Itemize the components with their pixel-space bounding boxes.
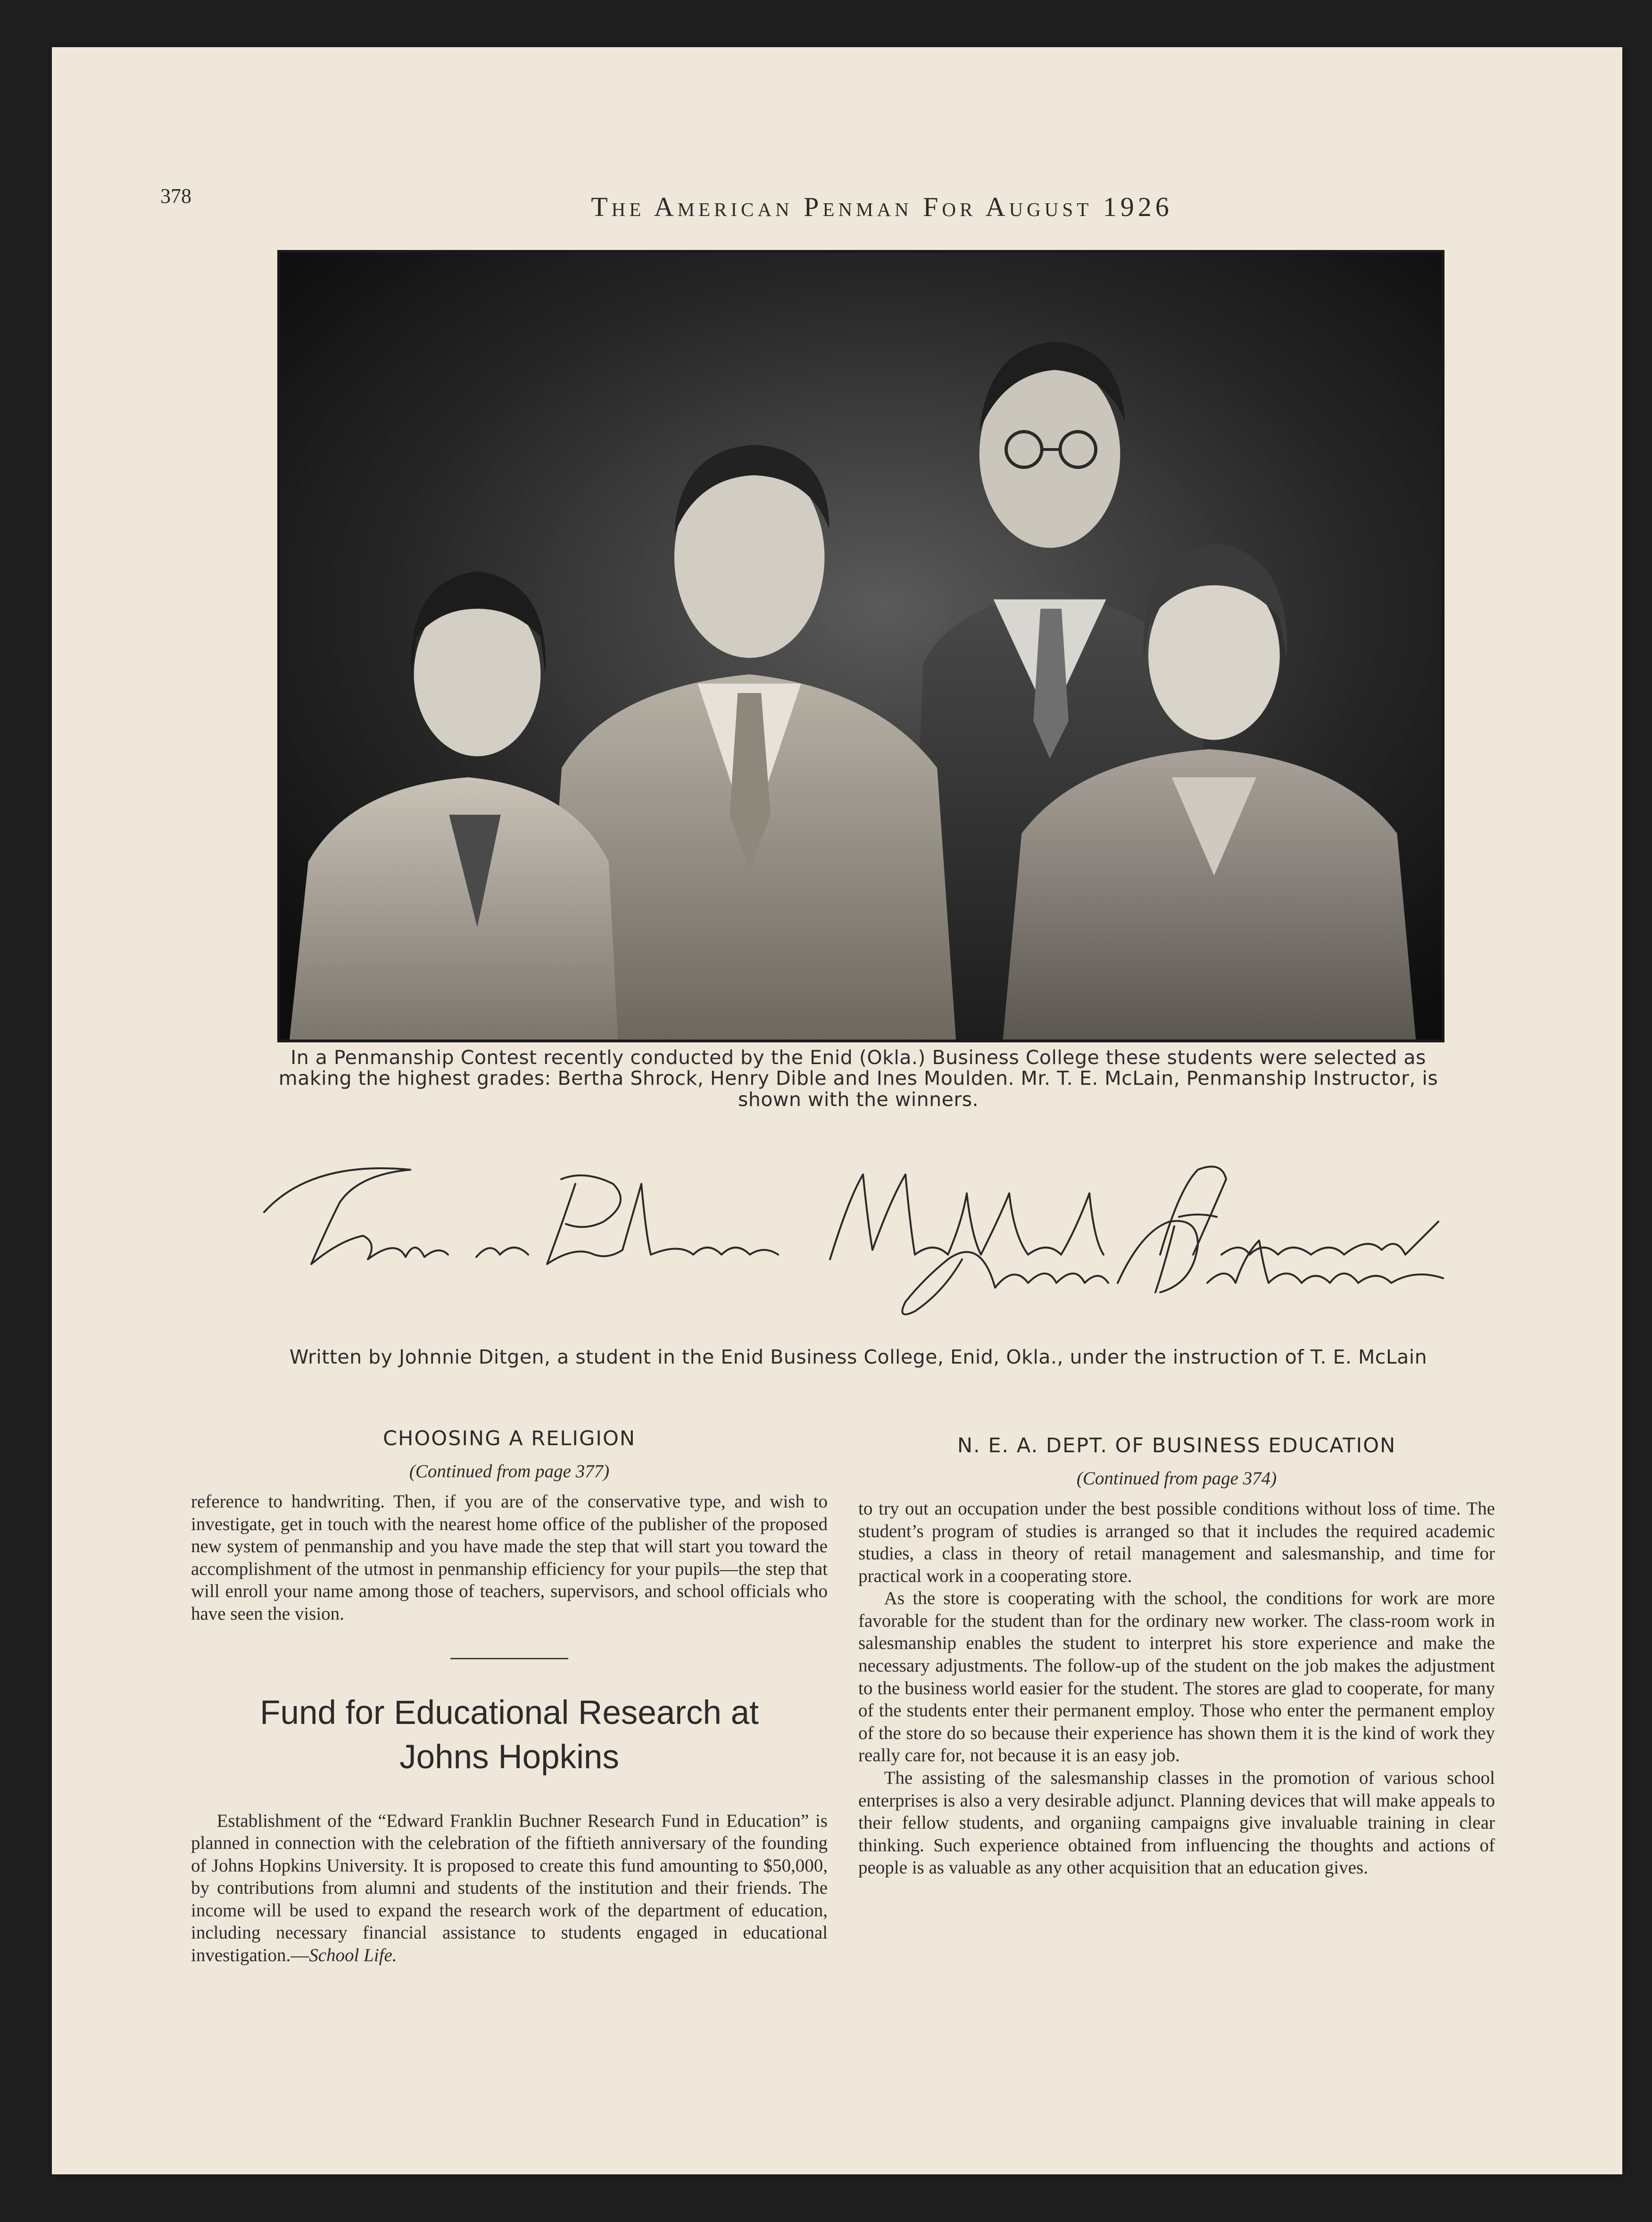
nea-paragraph-3: The assisting of the salesmanship classes in the promotion of various school enterprises is also a very desirable adjunct. Planning devices that will make appeals to their fellow students, and organiing campaigns give invaluable training in clear thinking. Such experience obtained from influencing the thoughts and actions of people is as valuable as any other acquisition that an education gives. — [858, 1767, 1495, 1878]
left-column — [191, 1427, 828, 1967]
photo-caption: In a Penmanship Contest recently conducted by the Enid (Okla.) Business College these students were selected as making the highest grades: Bertha Shrock, Henry Dible and Ines Moulden. Mr. T. E. McLain, Penmanship Instructor, is shown with the winners. — [278, 1046, 1438, 1111]
johns-hopkins-paragraph — [191, 1810, 828, 1967]
nea-paragraph-2: As the store is cooperating with the school, the conditions for work are more favorable for the student than for the ordinary new worker. The class-room work in salesmanship enables the student to interpret his store experience and make the necessary adjustments. The follow-up of the student on the job makes the adjustment to the business world easier for the student. The stores are glad to cooperate, for many of the students enter their permanent employ. Those who enter the permanent employ of the store do so because their experience has shown them it is the kind of work they really care for, not because it is an easy job. — [858, 1588, 1495, 1766]
section-divider — [450, 1658, 568, 1659]
johns-hopkins-text-block — [191, 1810, 828, 1967]
nea-section-title: N. E. A. DEPT. OF BUSINESS EDUCATION — [957, 1434, 1396, 1457]
right-column — [858, 1434, 1495, 1879]
johns-hopkins-headline — [191, 1693, 828, 1776]
religion-paragraph: reference to handwriting. Then, if you are of the conservative type, and wish to investigate, get in touch with the nearest home office of the publisher of the proposed new system of penmanship and you have made the step that will start you toward the accomplishment of the utmost in penmanship efficiency for your pupils—the step that will enroll your name among those of teachers, supervisors, and school officials who have seen the vision. — [191, 1491, 828, 1624]
nea-paragraph-1: to try out an occupation under the best possible conditions without loss of time. The student’s program of studies is arranged so that it includes the required academic studies, a class in theory of retail management and salesmanship, and time for practical work in a cooperating store. — [858, 1498, 1495, 1586]
masthead: The American Penman For August 1926 — [591, 191, 1173, 222]
group-photo — [277, 250, 1444, 1042]
johns-hopkins-article-text: Establishment of the “Edward Franklin Buchner Research Fund in Education” is planned in connection with the celebration of the fiftieth anniversary of the founding of Johns Hopkins University. It is proposed to create this fund amounting to $50,000, by contributions from alumni and students of the institution and their friends. The income will be used to expand the research work of the department of education, including necessary financial assistance to students engaged in educational investigation.— — [191, 1810, 828, 1966]
headline-line-1: Fund for Educational Research at — [260, 1694, 759, 1732]
signature-credit: Written by Johnnie Ditgen, a student in the Enid Business College, Enid, Okla., under the instruction of T. E. McLain — [289, 1346, 1428, 1368]
headline-line-2: Johns Hopkins — [399, 1738, 619, 1776]
script-signature-illustration — [255, 1141, 1471, 1330]
religion-text-block — [191, 1490, 828, 1625]
handwriting-sample — [255, 1141, 1471, 1330]
religion-section-title: CHOOSING A RELIGION — [383, 1427, 636, 1450]
article-signoff: School Life. — [309, 1945, 397, 1966]
page-number: 378 — [160, 184, 191, 208]
magazine-page — [52, 47, 1622, 2174]
nea-continued-note: (Continued from page 374) — [1076, 1468, 1277, 1489]
portrait-photo-illustration — [280, 253, 1442, 1040]
religion-continued-note: (Continued from page 377) — [409, 1461, 610, 1481]
nea-text-block — [858, 1498, 1495, 1879]
